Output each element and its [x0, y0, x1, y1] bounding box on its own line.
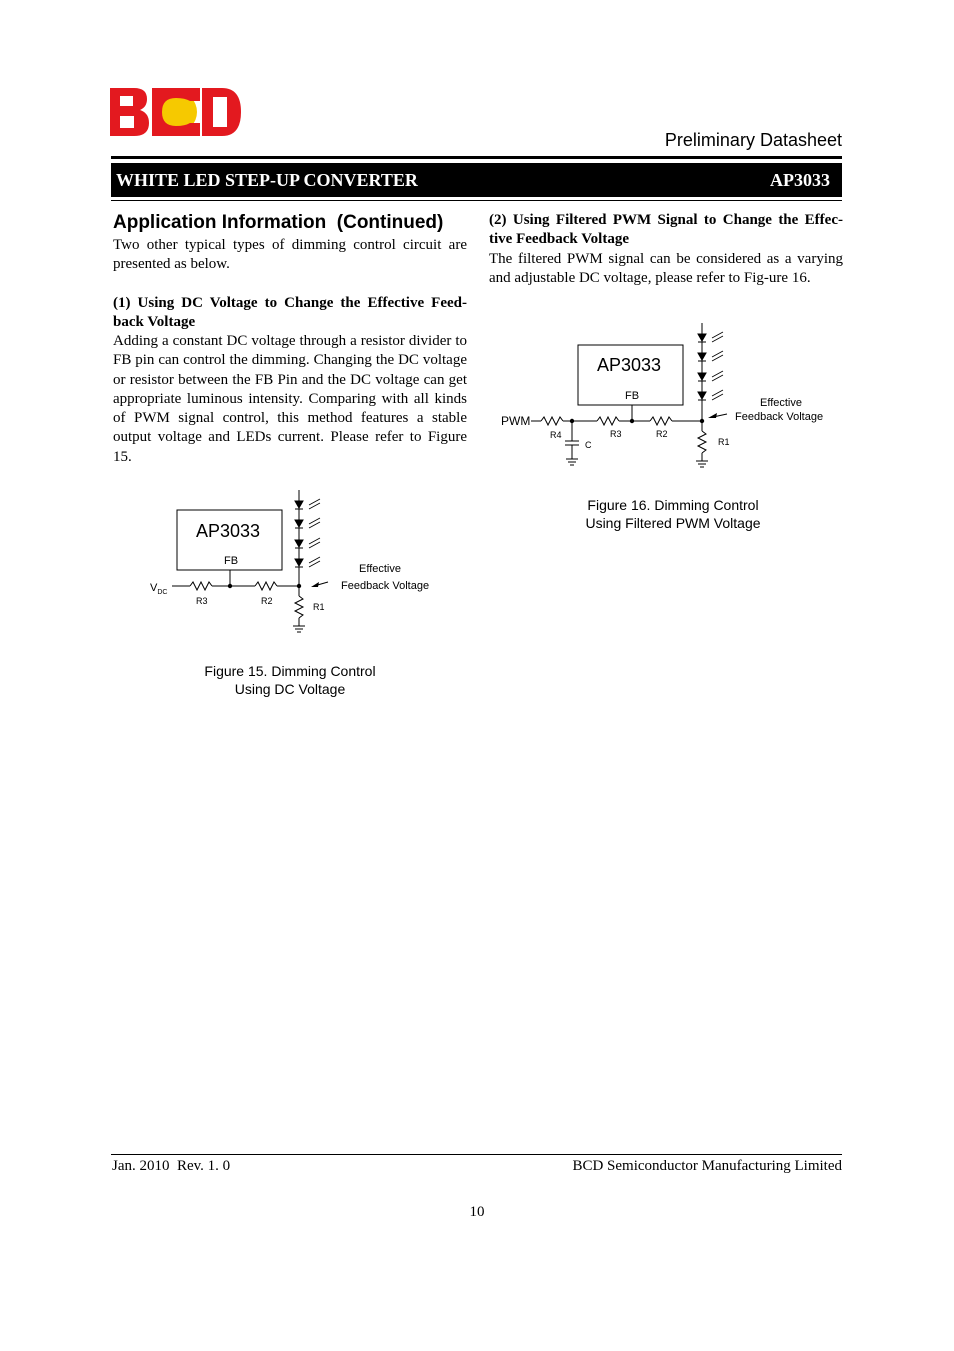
title-underline: [111, 200, 842, 201]
section1-body: Adding a constant DC voltage through a resistor divider to FB pin can control the dimming. Changing the DC voltage or resistor between the FB Pin and the DC voltage can get appropriate luminous intensity. Comparing with all kinds of PWM signal control, this method features a stable output voltage and LEDs current. Please refer to Figure 15.: [113, 333, 467, 465]
fig16-r3-label: R3: [610, 429, 622, 439]
fig15-pin-label: FB: [224, 555, 239, 567]
fig15-effective-label: Effective: [359, 563, 401, 575]
title-bar: [111, 163, 842, 197]
fig15-r3-label: R3: [196, 596, 208, 606]
fig16-r2-label: R2: [656, 429, 668, 439]
fig15-source-label: $V_{DC}$: [150, 582, 168, 596]
footer-rule: [111, 1154, 842, 1155]
figure-16-caption: Figure 16. Dimming Control Using Filtered PWM Voltage: [585, 497, 761, 531]
doc-title: WHITE LED STEP-UP CONVERTER: [116, 169, 418, 190]
fig15-r1-label: R1: [313, 602, 325, 612]
section1-title: (1) Using DC Voltage to Change the Effective Feed-back Voltage: [113, 295, 467, 330]
fig16-chip-label: AP3033: [597, 355, 662, 375]
fig16-feedback-label: Feedback Voltage: [735, 411, 824, 423]
section-heading: Application Information (Continued): [113, 212, 444, 233]
fig16-effective-label: Effective: [760, 397, 802, 409]
footer-company: BCD Semiconductor Manufacturing Limited: [572, 1158, 842, 1174]
section2-body: The filtered PWM signal can be considered as a varying and adjustable DC voltage, please refer to Fig-ure 16.: [489, 251, 843, 287]
figure-15-caption: Figure 15. Dimming Control Using DC Voltage: [204, 663, 376, 697]
fig16-source-label: PWM: [501, 414, 531, 428]
section2-title: (2) Using Filtered PWM Signal to Change the Effec-tive Feedback Voltage: [489, 212, 843, 247]
figure-16-schematic: [495, 320, 840, 474]
fig16-c-label: C: [585, 440, 592, 450]
part-number: AP3033: [770, 169, 830, 190]
fig15-chip-label: AP3033: [196, 521, 261, 541]
bcd-logo: [110, 88, 242, 136]
page-number: 10: [469, 1204, 485, 1220]
footer-date-revision: Jan. 2010 Rev. 1. 0: [112, 1158, 231, 1174]
figure-15-schematic: [140, 488, 460, 640]
doc-status: Preliminary Datasheet: [664, 130, 842, 150]
fig15-r2-label: R2: [261, 596, 273, 606]
fig16-r4-label: R4: [550, 430, 562, 440]
fig16-pin-label: FB: [625, 390, 640, 402]
header-rule: [111, 156, 842, 159]
fig15-feedback-label: Feedback Voltage: [341, 580, 430, 592]
intro-paragraph: Two other typical types of dimming control circuit are presented as below.: [113, 237, 467, 273]
fig16-r1-label: R1: [718, 437, 730, 447]
